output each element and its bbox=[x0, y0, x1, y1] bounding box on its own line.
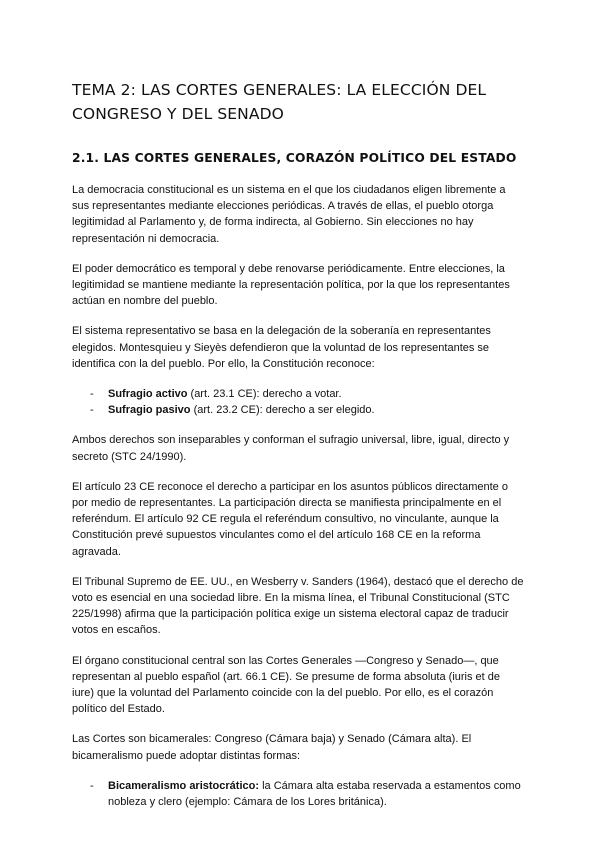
paragraph-6: El Tribunal Supremo de EE. UU., en Wesberry v. Sanders (1964), destacó que el derecho de voto es esencial en una sociedad libre. En la misma línea, el Tribunal Constitucional (STC 225/1998) afirma que la participación política exige un sistema electoral capaz de traducir votos en escaños. bbox=[72, 575, 524, 637]
list-item bbox=[90, 386, 524, 402]
section-title: 2.1. LAS CORTES GENERALES, CORAZÓN POLÍTICO DEL ESTADO bbox=[72, 151, 517, 165]
list-item-text: (art. 23.1 CE): derecho a votar. bbox=[187, 388, 342, 401]
document-page bbox=[72, 78, 524, 824]
paragraph-5: El artículo 23 CE reconoce el derecho a participar en los asuntos públicos directamente o por medio de representantes. La participación directa se manifiesta principalmente en el referéndum. El artículo 92 CE regula el referéndum consultivo, no vinculante, aunque la Constitución prevé supuestos vinculantes como el del artículo 168 CE en la reforma agravada. bbox=[72, 480, 508, 558]
suffrage-list bbox=[72, 386, 524, 418]
paragraph-3: El sistema representativo se basa en la delegación de la soberanía en representantes elegidos. Montesquieu y Sieyès defendieron que la voluntad de los representantes se identifica con la del pueblo. Por ello, la Constitución reconoce: bbox=[72, 325, 491, 370]
list-item bbox=[90, 402, 524, 418]
paragraph-1: La democracia constitucional es un sistema en el que los ciudadanos eligen libremente a sus representantes mediante elecciones periódicas. A través de ellas, el pueblo otorga legitimidad al Parlamento y, de forma indirecta, al Gobierno. Sin elecciones no hay representación ni democracia. bbox=[72, 184, 506, 245]
list-item-text: (art. 23.2 CE): derecho a ser elegido. bbox=[190, 404, 375, 417]
paragraph-2: El poder democrático es temporal y debe renovarse periódicamente. Entre elecciones, la legitimidad se mantiene mediante la representación política, por la que los representantes actúan en nombre del pueblo. bbox=[72, 262, 510, 308]
bicameralism-list bbox=[72, 778, 524, 810]
page-title: TEMA 2: LAS CORTES GENERALES: LA ELECCIÓN DEL CONGRESO Y DEL SENADO bbox=[72, 81, 487, 123]
list-item-term: Sufragio pasivo bbox=[108, 404, 191, 417]
list-item-term: Bicameralismo aristocrático: bbox=[108, 779, 260, 792]
dash-marker: - bbox=[90, 779, 94, 792]
list-item bbox=[90, 778, 524, 810]
dash-marker: - bbox=[90, 404, 94, 417]
dash-marker: - bbox=[90, 388, 94, 401]
paragraph-7: El órgano constitucional central son las Cortes Generales —Congreso y Senado—, que representan al pueblo español (art. 66.1 CE). Se presume de forma absoluta (iuris et de iure) que la voluntad del Parlamento coincide con la del pueblo. Por ello, es el corazón político del Estado. bbox=[72, 654, 501, 716]
list-item-text: la Cámara alta estaba reservada a estamentos como nobleza y clero (ejemplo: Cámara de los Lores británica). bbox=[108, 779, 521, 809]
paragraph-4: Ambos derechos son inseparables y conforman el sufragio universal, libre, igual, directo y secreto (STC 24/1990). bbox=[72, 434, 510, 463]
list-item-term: Sufragio activo bbox=[108, 388, 188, 401]
paragraph-8: Las Cortes son bicamerales: Congreso (Cámara baja) y Senado (Cámara alta). El bicameralismo puede adoptar distintas formas: bbox=[72, 733, 472, 762]
